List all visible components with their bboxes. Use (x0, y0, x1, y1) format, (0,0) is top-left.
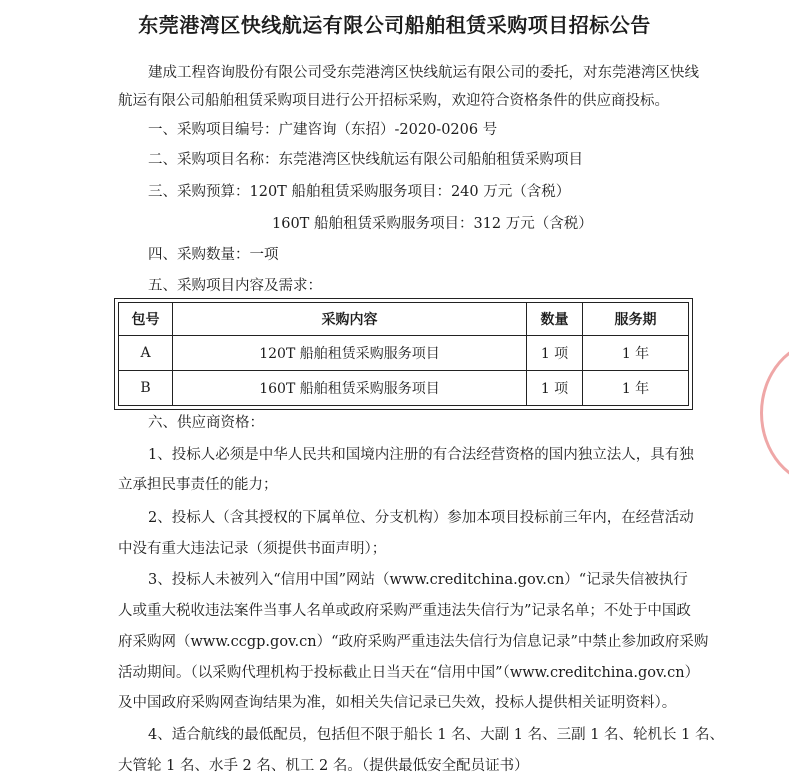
cell-service-period: 1 年 (583, 371, 689, 406)
table-row (119, 336, 689, 371)
red-seal-stamp (760, 340, 789, 486)
cell-quantity: 1 项 (527, 336, 583, 371)
procurement-requirements-heading: 五、采购项目内容及需求： (148, 278, 322, 294)
procurement-table (118, 302, 689, 406)
header-content: 采购内容 (173, 303, 527, 336)
procurement-quantity: 四、采购数量：一项 (148, 247, 279, 263)
qualification-2-line-1: 2、投标人（含其授权的下属单位、分支机构）参加本项目投标前三年内，在经营活动 (148, 510, 694, 526)
cell-quantity: 1 项 (527, 371, 583, 406)
budget-line-1: 三、采购预算：120T 船舶租赁采购服务项目：240 万元（含税） (148, 184, 571, 200)
cell-service-period: 1 年 (583, 336, 689, 371)
intro-paragraph-line-1: 建成工程咨询股份有限公司受东莞港湾区快线航运有限公司的委托，对东莞港湾区快线 (148, 65, 699, 81)
table-header-row (119, 303, 689, 336)
header-service-period: 服务期 (583, 303, 689, 336)
qualification-3-line-1: 3、投标人未被列入“信用中国”网站（www.creditchina.gov.cn）“记录失信被执行 (148, 572, 688, 588)
intro-paragraph-line-2: 航运有限公司船舶租赁采购项目进行公开招标采购，欢迎符合资格条件的供应商投标。 (118, 93, 669, 109)
supplier-qualification-heading: 六、供应商资格： (148, 415, 264, 431)
qualification-1-line-1: 1、投标人必须是中华人民共和国境内注册的有合法经营资格的国内独立法人，具有独 (148, 447, 694, 463)
project-name: 二、采购项目名称：东莞港湾区快线航运有限公司船舶租赁采购项目 (148, 152, 583, 168)
qualification-1-line-2: 立承担民事责任的能力； (118, 477, 278, 493)
cell-content: 160T 船舶租赁采购服务项目 (173, 371, 527, 406)
header-package-no: 包号 (119, 303, 173, 336)
qualification-4-line-1: 4、适合航线的最低配员，包括但不限于船长 1 名、大副 1 名、三副 1 名、轮机长 1 名、 (148, 727, 724, 743)
cell-package-no: B (119, 371, 173, 406)
qualification-3-line-4: 活动期间。（以采购代理机构于投标截止日当天在“信用中国”（www.creditchina.gov.cn） (118, 665, 700, 681)
project-number: 一、采购项目编号：广建咨询（东招）-2020-0206 号 (148, 122, 498, 138)
qualification-2-line-2: 中没有重大违法记录（须提供书面声明）； (118, 541, 387, 557)
budget-line-2: 160T 船舶租赁采购服务项目：312 万元（含税） (272, 216, 593, 232)
qualification-3-line-3: 府采购网（www.ccgp.gov.cn）“政府采购严重违法失信行为信息记录”中禁止参加政府采购 (118, 634, 709, 650)
qualification-4-line-2: 大管轮 1 名、水手 2 名、机工 2 名。（提供最低安全配员证书） (118, 758, 529, 774)
cell-package-no: A (119, 336, 173, 371)
qualification-3-line-2: 人或重大税收违法案件当事人名单或政府采购严重违法失信行为”记录名单；不处于中国政 (118, 603, 691, 619)
header-quantity: 数量 (527, 303, 583, 336)
qualification-3-line-5: 及中国政府采购网查询结果为准，如相关失信记录已失效，投标人提供相关证明资料）。 (118, 695, 677, 711)
notice-title: 东莞港湾区快线航运有限公司船舶租赁采购项目招标公告 (138, 13, 651, 37)
cell-content: 120T 船舶租赁采购服务项目 (173, 336, 527, 371)
table-row (119, 371, 689, 406)
